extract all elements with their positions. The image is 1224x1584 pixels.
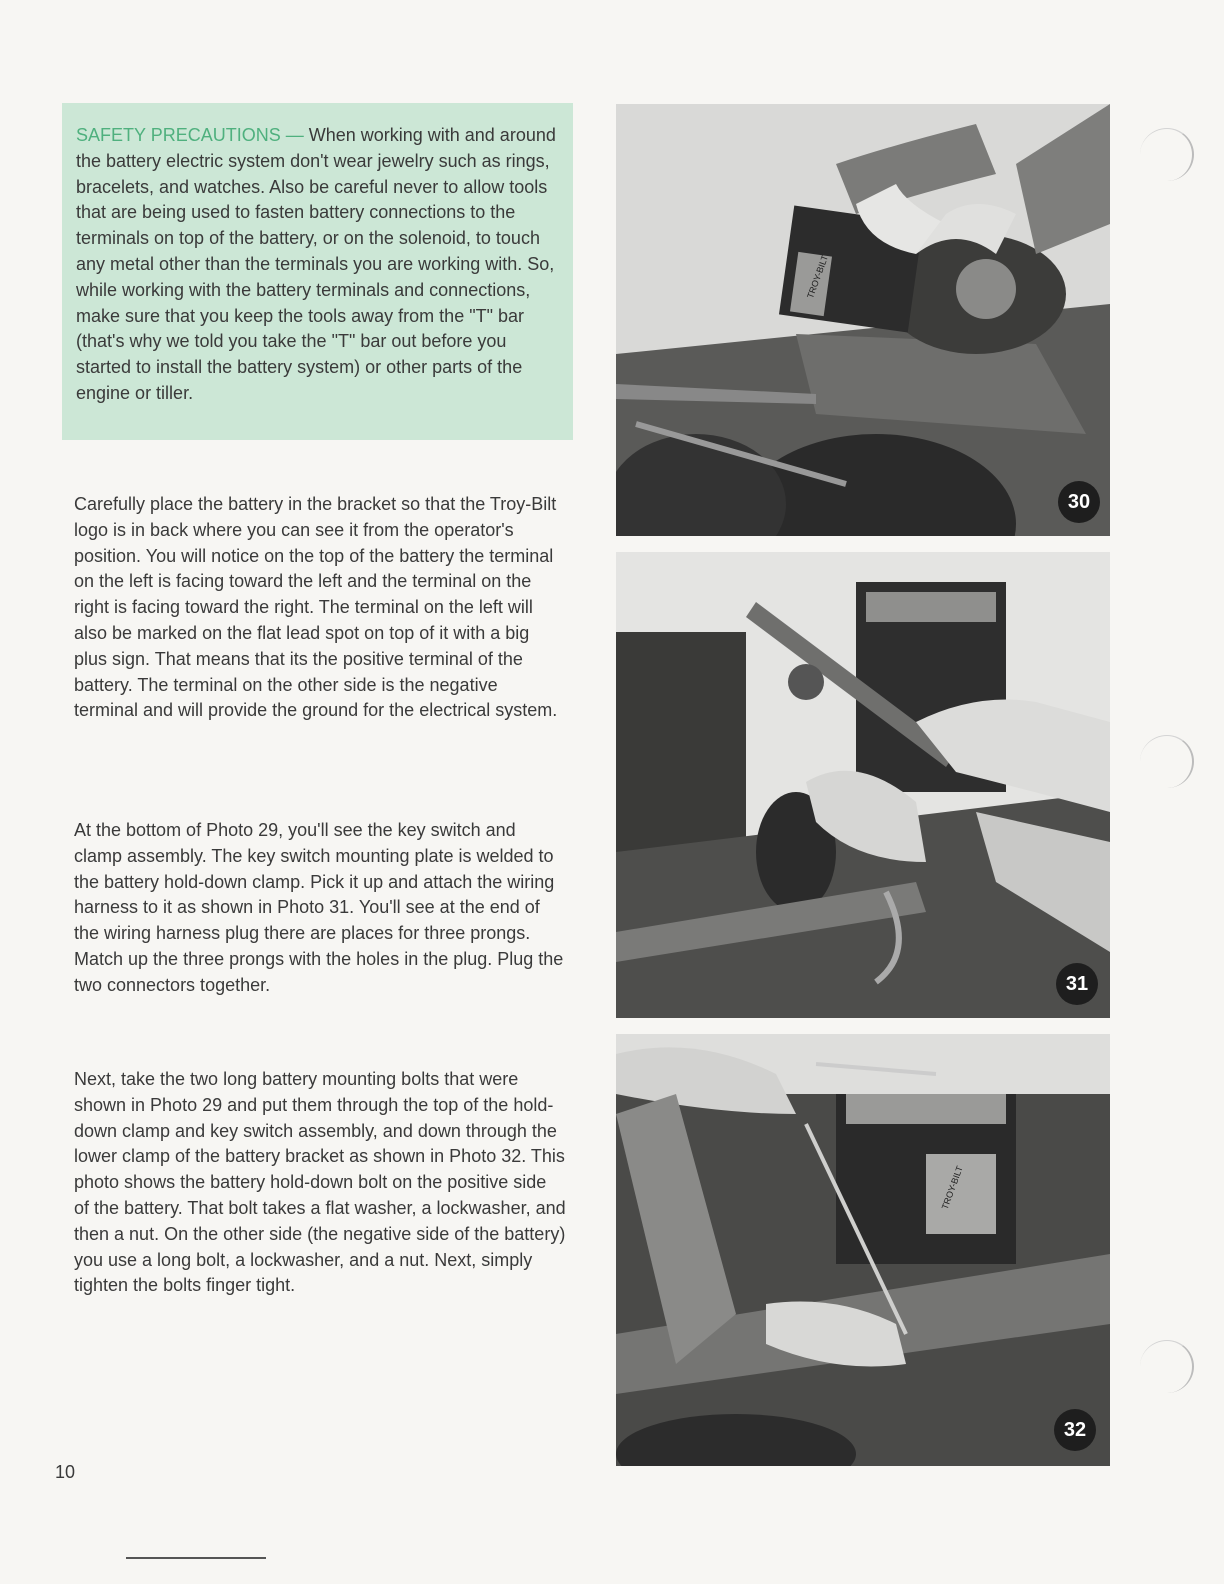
binder-hole-mark-bottom xyxy=(1140,1340,1194,1393)
photo-32-number-badge: 32 xyxy=(1054,1409,1096,1451)
instruction-paragraph-mounting-bolts: Next, take the two long battery mounting bolts that were shown in Photo 29 and put them through the top of the hold-down clamp and key switch assembly, and down through the lower clamp of the battery bracket as shown in Photo 32. This photo shows the battery hold-down bolt on the positive side of the battery. That bolt takes a flat washer, a lockwasher, and then a nut. On the other side (the negative side of the battery) you use a long bolt, a lockwasher, and a nut. Next, simply tighten the bolts finger tight. xyxy=(74,1069,566,1296)
safety-text xyxy=(76,123,559,407)
photo-30-number-badge: 30 xyxy=(1058,481,1100,523)
photo-32-illustration xyxy=(616,1034,1110,1466)
safety-body: When working with and around the battery electric system don't wear jewelry such as rings, bracelets, and watches. Also be careful never to allow tools that are being used to fasten battery connections to the terminals on top of the battery, or on the solenoid, to touch any metal other than the terminals you are working with. So, while working with the battery terminals and connections, make sure that you keep the tools away from the "T" bar (that's why we told you take the "T" bar out before you started to install the battery system) or other parts of the engine or tiller. xyxy=(76,125,556,403)
photo-31 xyxy=(616,552,1110,1018)
page-number: 10 xyxy=(55,1462,76,1482)
battery-logo: TROY-BILT xyxy=(939,1164,965,1211)
binder-hole-mark-top xyxy=(1140,128,1194,181)
binder-hole-mark-middle xyxy=(1140,735,1194,788)
photo-30 xyxy=(616,104,1110,536)
instruction-paragraph-key-switch: At the bottom of Photo 29, you'll see the key switch and clamp assembly. The key switch mounting plate is welded to the battery hold-down clamp. Pick it up and attach the wiring harness to it as shown in Photo 31. You'll see at the end of the wiring harness plug there are places for three prongs. Match up the three prongs with the holes in the plug. Plug the two connectors together. xyxy=(74,820,564,995)
photo-31-illustration xyxy=(616,552,1110,1018)
photo-30-illustration xyxy=(616,104,1110,536)
footer-rule xyxy=(126,1557,266,1559)
instruction-paragraph-battery-placement: Carefully place the battery in the bracket so that the Troy-Bilt logo is in back where you can see it from the operator's position. You will notice on the top of the battery the terminal on the left is facing toward the left and the terminal on the right is facing toward the right. The terminal on the left will also be marked on the flat lead spot on top of it with a big plus sign. That means that its the positive terminal of the battery. The terminal on the other side is the negative terminal and will provide the ground for the electrical system. xyxy=(74,494,558,721)
photo-32 xyxy=(616,1034,1110,1466)
photo-31-number-badge: 31 xyxy=(1056,963,1098,1005)
battery-logo: TROY-BILT xyxy=(805,253,831,300)
safety-heading: SAFETY PRECAUTIONS — xyxy=(76,125,304,145)
safety-precautions-box xyxy=(62,103,573,440)
